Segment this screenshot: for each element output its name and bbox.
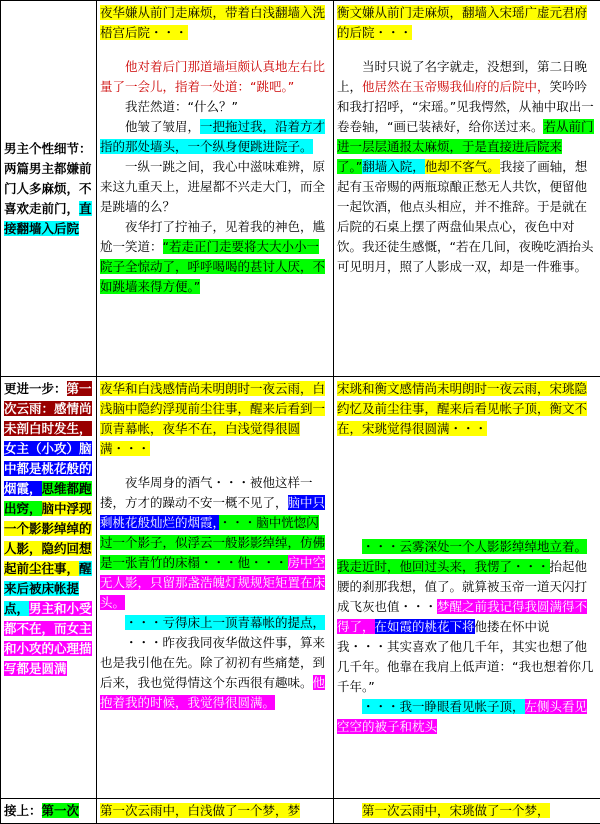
highlight: ・・・云雾深处一个人影影绰绰地立着。 bbox=[362, 539, 587, 554]
text: 笑吟吟和我打招呼，“宋瑶。”见我愕然，从袖中取出一卷卷轴，“画已装裱好，给你送过来。 bbox=[337, 79, 594, 134]
table-row bbox=[1, 1, 600, 377]
text: 他搂在怀中说我・・・其实喜欢了他几千年，其实也想了他几千年。他靠在我肩上低声道：“我也想着你几千年。” bbox=[337, 619, 593, 694]
summary-text: 衡文嫌从前门走麻烦，翻墙入宋瑶广虚元君府的后院・・・ bbox=[337, 5, 587, 40]
paragraph: 他对着后门那道墙垣颇认真地左右比量了一会儿，指着一处道：“跳吧。” bbox=[100, 57, 330, 97]
label-highlight: 第一次云雨：感情尚未剖白时发生， bbox=[4, 381, 92, 436]
paragraph: 一纵一跳之间，我心中滋味难辨，原来这九重天上，进屋都不兴走大门，而全是跳墙的么？ bbox=[100, 157, 330, 217]
label-text: 两篇男主都嫌前门人多麻烦，不喜欢走前门， bbox=[4, 161, 92, 216]
label-highlight: 思维都跑出窍， bbox=[4, 481, 92, 516]
highlight: ・・・脑中恍惚闪过一个影子，似浮云一般影影绰绰，仿佛是一张青竹的床榻・・・他・・・ bbox=[100, 515, 325, 570]
label-highlight: 而女主和小攻的心理描写都是圆满 bbox=[4, 621, 92, 676]
highlight: 翻墙入院， bbox=[362, 159, 425, 174]
text: 抬起他腰的刹那我想，值了。就算被玉帝一道天闪打成飞灰也值・・・ bbox=[337, 559, 587, 614]
highlight: 他抱着我的时候，我觉得很圆满。 bbox=[100, 675, 325, 710]
text: 夜华周身的酒气・・・被他这样一搂，方才的躁动不安一概不见了， bbox=[100, 475, 313, 510]
summary-text: 夜华嫌从前门走麻烦，带着白浅翻墙入洗梧宫后院・・・ bbox=[100, 5, 325, 40]
label-highlight: 男主和小受都不在， bbox=[4, 601, 92, 636]
label-text: 男主个性细节： bbox=[4, 141, 92, 156]
cell-left-3 bbox=[97, 799, 334, 824]
paragraph: 我茫然道：“什么？” bbox=[100, 97, 330, 117]
paragraph bbox=[337, 379, 597, 439]
paragraph bbox=[100, 801, 330, 821]
row-label-continued bbox=[1, 799, 97, 824]
paragraph bbox=[100, 3, 330, 43]
row-label-first-night bbox=[1, 377, 97, 799]
paragraph bbox=[100, 633, 330, 713]
highlight: 左侧头看见空空的被子和枕头 bbox=[337, 699, 587, 734]
paragraph bbox=[337, 697, 597, 737]
paragraph bbox=[337, 537, 597, 557]
table-row bbox=[1, 377, 600, 799]
text: 他皱了皱眉， bbox=[125, 119, 200, 134]
highlight: 我走近时，他回过头来，我愣了・・・ bbox=[337, 559, 550, 574]
cell-right-1 bbox=[334, 1, 600, 377]
label-highlight: 直接翻墙入后院 bbox=[4, 201, 92, 236]
label-text: 接上： bbox=[4, 803, 42, 818]
highlight: “若走正门走要将大大小小一院子全惊动了，呼呼喝喝的甚讨人厌，不如跳墙来得方便。” bbox=[100, 239, 325, 294]
text: 当时只说了名字就走，没想到，第二日晚上， bbox=[337, 59, 587, 94]
highlight: ・・・我一睁眼看见帐子顶， bbox=[362, 699, 525, 714]
paragraph bbox=[337, 801, 597, 821]
label-text: 更进一步： bbox=[4, 381, 67, 396]
summary-text: 第一次云雨中，白浅做了一个梦，梦 bbox=[100, 803, 300, 818]
cell-right-2 bbox=[334, 377, 600, 799]
highlight: 一把拖过我，沿着方才指的那处墙头，一个纵身便跳进院子。 bbox=[100, 119, 325, 154]
highlight: 在如霞的桃花下将 bbox=[375, 619, 475, 634]
row-label-personality bbox=[1, 1, 97, 377]
cell-left-1 bbox=[97, 1, 334, 377]
paragraph bbox=[100, 473, 330, 613]
red-text: 他居然在玉帝赐我仙府的后院中， bbox=[362, 79, 550, 94]
highlight: 他却不客气。 bbox=[425, 159, 500, 174]
highlight: 脑中只剩桃花般灿烂的烟霞， bbox=[100, 495, 325, 530]
paragraph bbox=[337, 557, 597, 697]
label-highlight: 女主（小攻）脑中都是桃花般的烟霞， bbox=[4, 441, 92, 496]
paragraph bbox=[100, 217, 330, 297]
highlight: 房中空无人影，只留那盏浩魄灯规规矩矩置在床头。 bbox=[100, 555, 325, 610]
cell-right-3 bbox=[334, 799, 600, 824]
summary-text: 宋珧和衡文感情尚未明朗时一夜云雨，宋珧隐约忆及前尘往事，醒来后看见帐子顶，衡文不在，宋珧觉得很圆满・・・ bbox=[337, 381, 587, 436]
cell-left-2 bbox=[97, 377, 334, 799]
paragraph bbox=[100, 379, 330, 459]
summary-text: 夜华和白浅感情尚未明朗时一夜云雨，白浅脑中隐约浮现前尘往事，醒来后看到一顶青幕帐，夜华不在，白浅觉得很圆满・・・ bbox=[100, 381, 325, 456]
paragraph bbox=[100, 613, 330, 633]
highlight: 梦醒之前我记得我圆满得不得了， bbox=[337, 599, 587, 634]
text: 夜华打了拧袖子，见着我的神色，尴尬一笑道： bbox=[100, 219, 325, 254]
label-highlight: 醒来后被床帐提点， bbox=[4, 561, 92, 616]
label-highlight: 第一次 bbox=[42, 803, 80, 818]
highlight: 若从前门进一层层通报太麻烦，于是直接进后院来了。” bbox=[337, 119, 594, 174]
text: 我接了画轴，想起有玉帝赐的两瓶琼酿正愁无人共饮，便留他一起饮酒，他点头相应，并不推辞。于是就在后院的石桌上摆了两盘仙果点心，夜色中对饮。我还徒生感慨，“若在几间，夜晚吃酒抬头可见明月，照了人影成一双，却是一件雅事。 bbox=[337, 159, 593, 274]
summary-text: 第一次云雨中，宋珧做了一个梦， bbox=[362, 803, 550, 818]
highlight: ・・・亏得床上一顶青幕帐的提点， bbox=[125, 615, 325, 630]
paragraph bbox=[337, 3, 597, 43]
text: ・・・昨夜我同夜华做这件事，算来也是我引他在先。除了初初有些痛楚，到后来，我也觉得情这个东西很有趣味。 bbox=[100, 635, 325, 690]
paragraph bbox=[337, 57, 597, 277]
table-row bbox=[1, 799, 600, 824]
paragraph bbox=[100, 117, 330, 157]
label-highlight: 脑中浮现一个影影绰绰的人影，隐约回想起前尘往事， bbox=[4, 501, 92, 576]
